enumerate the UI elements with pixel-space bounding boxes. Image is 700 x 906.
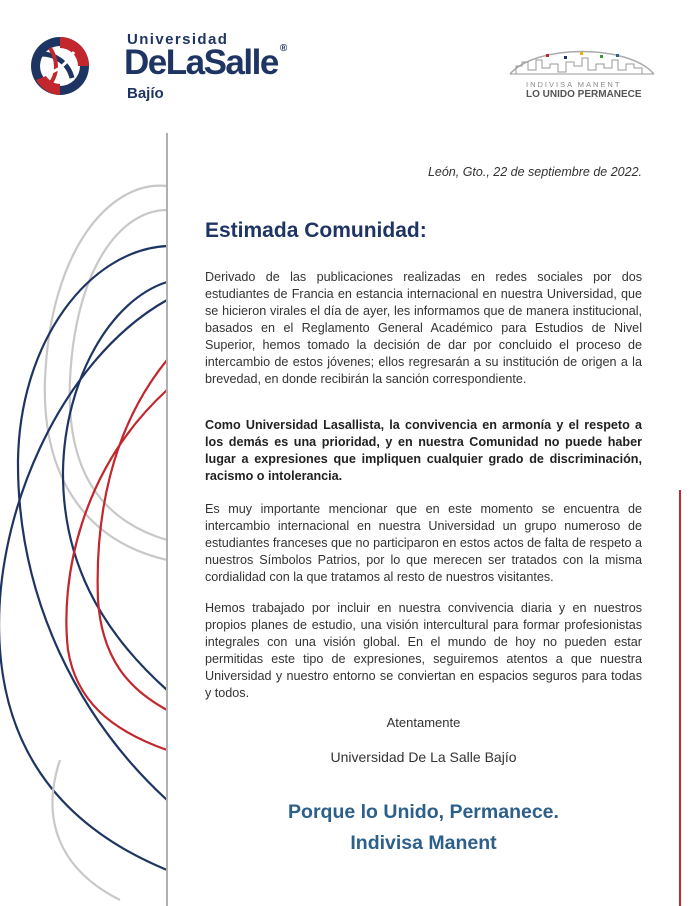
slogan-line-1: Porque lo Unido, Permanece. [288,801,559,823]
letter-closing: Atentamente [386,715,461,730]
left-divider-line [166,133,168,906]
slogan-line-2: Indivisa Manent [350,832,497,854]
indivisa-manent-logo [506,40,658,102]
paragraph-1: Derivado de las publicaciones realizadas en redes sociales por dos estudiantes de Francia en estancia internacional en nuestra Universidad, que se hicieron virales el día de ayer, les informamos que de manera institucional, basados en el Reglamento General Académico para Estudios de Nivel Superior, hemos tomado la decisión de dar por concluido el proceso de intercambio de estos jóvenes; ellos regresarán a su institución de origen a la brevedad, en donde recibirán la sanción correspondiente. [205,270,642,386]
lasalle-star-emblem-icon [28,34,92,98]
letter-salutation: Estimada Comunidad: [205,219,427,242]
motto-latin-text: INDIVISA MANENT [526,80,622,89]
paragraph-4: Hemos trabajado por incluir en nuestra convivencia diaria y en nuestros propios planes de estudio, una visión intercultural para formar profesionistas integrales con una visión global. En el mundo de hoy no pueden estar permitidas este tipo de expresiones, seguiremos atentos a que nuestra Universidad y nuestro entorno se conviertan en espacios seguros para todas y todos. [205,601,642,700]
logo-name: DeLaSalle [124,43,278,82]
decorative-arcs [0,0,170,906]
university-logo [28,30,288,105]
letter-signer: Universidad De La Salle Bajío [330,749,517,765]
paragraph-3: Es muy importante mencionar que en este momento se encuentra de intercambio internacional en nuestra Universidad un grupo numeroso de estudiantes franceses que no participaron en estos actos de falta de respeto a nuestros Símbolos Patrios, por lo que merecen ser tratados con la misma cordialidad con la que tratamos al resto de nuestros visitantes. [205,502,642,584]
logo-universidad-text: Universidad [127,31,229,48]
registered-mark: ® [279,43,288,54]
motto-spanish-text: LO UNIDO PERMANECE [526,89,642,100]
letter-date: León, Gto., 22 de septiembre de 2022. [427,165,642,179]
paragraph-2-bold: Como Universidad Lasallista, la convivencia en armonía y el respeto a los demás es una prioridad, y en nuestra Comunidad no puede haber lugar a expresiones que impliquen cualquier grado de discriminación, racismo o intolerancia. [205,418,642,483]
logo-name-text [124,43,287,83]
skyline-arch-icon [506,40,658,80]
logo-campus-text: Bajío [127,85,164,102]
right-accent-line [679,490,681,906]
